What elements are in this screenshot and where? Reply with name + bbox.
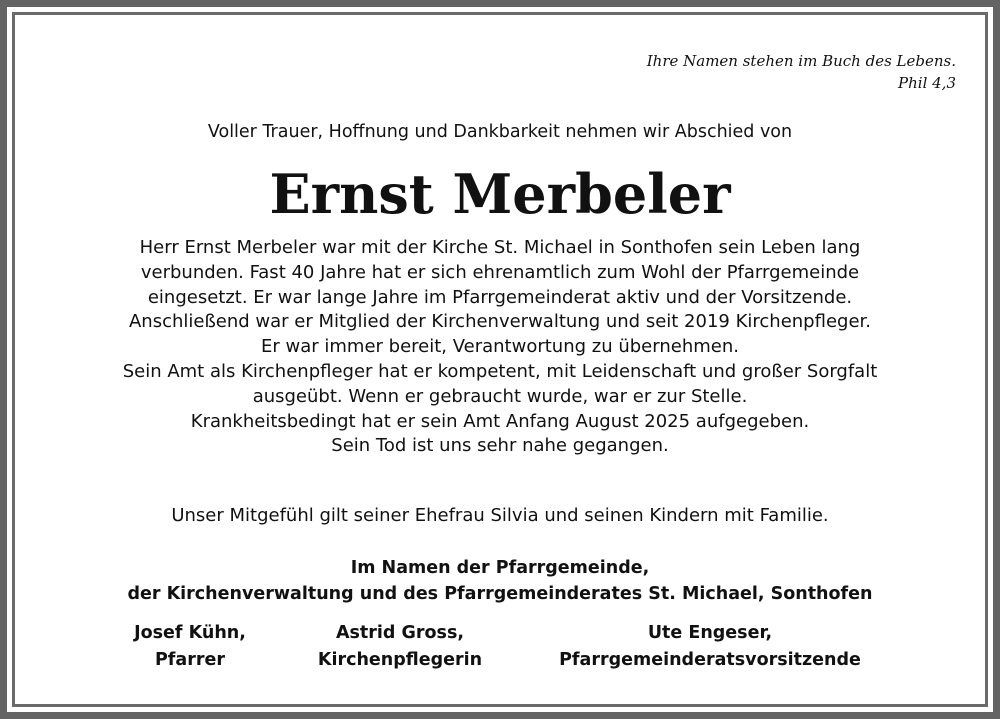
signature-line: der Kirchenverwaltung und des Pfarrgemeinderates St. Michael, Sonthofen bbox=[127, 584, 873, 604]
tribute-line: ausgeübt. Wenn er gebraucht wurde, war er zur Stelle. bbox=[252, 385, 748, 407]
tribute-line: Herr Ernst Merbeler war mit der Kirche St. Michael in Sonthofen sein Leben lang bbox=[139, 237, 861, 258]
quote-reference: Phil 4,3 bbox=[898, 74, 956, 92]
signatory-role: Pfarrgemeinderatsvorsitzende bbox=[559, 650, 861, 670]
signatory-name: Astrid Gross, bbox=[335, 623, 465, 643]
tribute-line: Krankheitsbedingt hat er sein Amt Anfang August 2025 aufgegeben. bbox=[190, 410, 810, 432]
signatory-role: Pfarrer bbox=[154, 650, 225, 670]
signatory-name: Josef Kühn, bbox=[134, 623, 246, 643]
signatory bbox=[530, 620, 890, 674]
tribute-line: Er war immer bereit, Verantwortung zu übernehmen. bbox=[261, 336, 739, 358]
signatory bbox=[290, 620, 510, 674]
signatory-name: Ute Engeser, bbox=[647, 623, 773, 643]
signatory bbox=[90, 620, 290, 674]
tribute-line: verbunden. Fast 40 Jahre hat er sich ehrenamtlich zum Wohl der Pfarrgemeinde bbox=[140, 261, 860, 283]
signatory-role: Kirchenpflegerin bbox=[317, 650, 483, 670]
deceased-name: Ernst Merbeler bbox=[269, 162, 731, 226]
signature-block bbox=[0, 555, 1000, 607]
tribute-line: Anschließend war er Mitglied der Kirchenverwaltung und seit 2019 Kirchenpfleger. bbox=[128, 311, 871, 333]
signature-line: Im Namen der Pfarrgemeinde, bbox=[350, 558, 650, 578]
bible-quote bbox=[647, 50, 956, 94]
tribute-line: eingesetzt. Er war lange Jahre im Pfarrgemeinderat aktiv und der Vorsitzende. bbox=[147, 286, 853, 308]
intro-text: Voller Trauer, Hoffnung und Dankbarkeit nehmen wir Abschied von bbox=[207, 122, 793, 142]
tribute-text bbox=[0, 236, 1000, 459]
quote-text: Ihre Namen stehen im Buch des Lebens. bbox=[646, 52, 956, 70]
tribute-line: Sein Amt als Kirchenpfleger hat er kompetent, mit Leidenschaft und großer Sorgfalt bbox=[122, 360, 878, 382]
condolence-text: Unser Mitgefühl gilt seiner Ehefrau Silvia und seinen Kindern mit Familie. bbox=[171, 505, 829, 526]
tribute-line: Sein Tod ist uns sehr nahe gegangen. bbox=[331, 435, 669, 457]
